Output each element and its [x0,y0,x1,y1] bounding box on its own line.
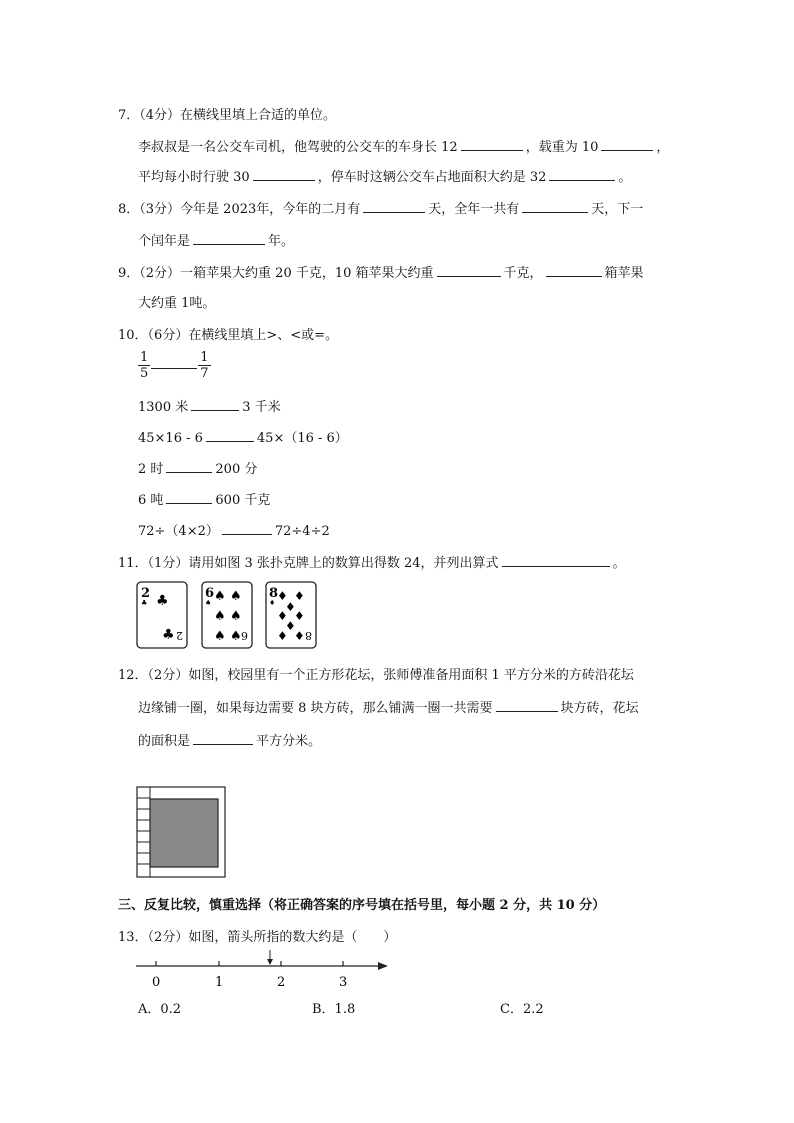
q7-text-1c: ， [656,140,670,155]
q8-blank-3[interactable] [193,232,265,245]
number-line [134,948,396,990]
q11-blank[interactable] [502,554,610,567]
diamond-pip-icon: ♦ [294,629,305,643]
diamond-pip-icon: ♦ [294,609,305,623]
q10-row3-right: 45×（16 - 6） [256,431,348,446]
q10-row2-left: 1300 米 [138,400,189,415]
q9-blank-2[interactable] [546,264,602,277]
q10-blank-2[interactable] [191,398,239,411]
q8-line1 [118,198,643,217]
svg-text:6: 6 [241,629,248,642]
svg-text:♣: ♣ [141,599,148,607]
diamond-pip-icon: ♦ [294,589,305,603]
spade-pip-icon: ♠ [214,589,226,604]
q8-blank-2[interactable] [522,200,588,213]
diamond-pip-icon: ♦ [277,589,288,603]
card-six-of-spades [202,582,252,648]
q13-option-b[interactable]: B．1.8 [312,1002,356,1017]
q13-option-a[interactable]: A．0.2 [138,1002,182,1017]
q10-row4-left: 2 时 [138,462,164,477]
q10-row2-right: 3 千米 [242,400,281,415]
q7-line2 [138,166,631,185]
q13-heading: 13．（2分）如图，箭头所指的数大约是（ ） [118,930,397,945]
q9-line2: 大约重 1吨。 [138,296,216,311]
playing-cards-figure [134,580,320,650]
q7-text-2c: 。 [618,170,632,185]
q8-text-2b: 年。 [268,234,295,249]
q13-option-c[interactable]: C．2.2 [500,1002,544,1017]
q7-text-2b: ，停车时这辆公交车占地面积大约是 32 [317,170,547,185]
q8-line2 [138,230,294,249]
q9-text-1b: 千克， [503,266,543,281]
q10-blank-3[interactable] [206,429,254,442]
q9-text-1a: 9．（2分）一箱苹果大约重 20 千克，10 箱苹果大约重 [118,266,434,281]
q12-text-3a: 的面积是 [138,734,191,749]
diamond-pip-icon: ♦ [285,619,296,633]
q9-line1 [118,262,644,281]
card-rank-top: 2 [141,586,151,601]
svg-text:2: 2 [176,629,183,642]
flower-bed-square [150,799,218,867]
spade-pip-icon: ♠ [230,589,242,604]
q11-line1 [118,552,626,571]
q10-blank-1[interactable] [151,356,197,369]
q11-text: 11．（1分）请用如图 3 张扑克牌上的数算出得数 24，并列出算式 [118,556,499,571]
tick-label-2: 2 [277,975,286,990]
q10-row5-right: 600 千克 [215,493,271,508]
q7-line1 [138,136,669,155]
spade-pip-icon: ♠ [230,629,242,644]
club-pip-icon: ♣ [162,627,175,643]
pointer-arrow-icon [267,959,273,965]
q7-text-2a: 平均每小时行驶 30 [138,170,250,185]
svg-text:♠: ♠ [205,599,212,607]
q8-text-1c: 天，下一 [591,202,644,217]
q10-row5 [138,489,270,508]
diamond-pip-icon: ♦ [277,629,288,643]
q7-blank-1[interactable] [461,138,523,151]
q9-blank-1[interactable] [437,264,501,277]
q7-text-1a: 李叔叔是一名公交车司机，他驾驶的公交车的车身长 12 [138,140,458,155]
card-two-of-clubs [137,582,187,648]
q8-text-2a: 个闰年是 [138,234,191,249]
q10-row6-right: 72÷4÷2 [274,524,330,539]
q10-row2 [138,396,281,415]
section-3-title: 三、反复比较，慎重选择（将正确答案的序号填在括号里，每小题 2 分，共 10 分） [118,898,606,913]
q10-row3-left: 45×16 - 6 [138,431,203,446]
q7-text-1b: ，载重为 10 [525,140,599,155]
q7-blank-4[interactable] [549,168,615,181]
q10-blank-6[interactable] [222,522,272,535]
q10-row6-left: 72÷（4×2） [138,524,219,539]
svg-text:6: 6 [205,586,215,601]
q8-blank-1[interactable] [363,200,425,213]
q12-blank-2[interactable] [193,732,253,745]
q12-line2 [138,697,639,716]
q8-text-1b: 天，全年一共有 [428,202,520,217]
q7-blank-2[interactable] [601,138,653,151]
svg-text:8: 8 [269,586,279,601]
q10-blank-4[interactable] [166,460,212,473]
q10-row6 [138,520,330,539]
q10-blank-5[interactable] [166,491,212,504]
q9-text-1c: 箱苹果 [604,266,644,281]
q12-text-2b: 块方砖，花坛 [560,701,639,716]
q12-line1: 12．（2分）如图，校园里有一个正方形花坛，张师傅准备用面积 1 平方分米的方砖沿花坛 [118,668,634,683]
fraction-one-seventh: $\frac{1}{7}$ [200,350,209,381]
q10-row5-left: 6 吨 [138,493,164,508]
q12-text-2a: 边缘铺一圈，如果每边需要 8 块方砖，那么铺满一圈一共需要 [138,701,493,716]
q7-blank-3[interactable] [253,168,315,181]
spade-pip-icon: ♠ [214,629,226,644]
q10-row4 [138,458,257,477]
q12-blank-1[interactable] [496,699,558,712]
diamond-pip-icon: ♦ [285,600,296,614]
card-eight-of-diamonds [266,582,316,648]
fraction-one-fifth: $\frac{1}{5}$ [140,350,149,381]
q10-heading: 10．（6分）在横线里填上>、<或=。 [118,328,338,343]
club-pip-icon: ♣ [156,593,169,609]
q8-text-1a: 8．（3分）今年是 2023年，今年的二月有 [118,202,361,217]
spade-pip-icon: ♠ [214,609,226,624]
svg-text:♦: ♦ [269,599,276,607]
svg-text:8: 8 [305,629,312,642]
tick-label-3: 3 [339,975,348,990]
q12-text-3b: 平方分米。 [256,734,322,749]
q7-heading: 7．（4分）在横线里填上合适的单位。 [118,108,337,123]
q11-text-end: 。 [612,556,626,571]
diamond-pip-icon: ♦ [277,609,288,623]
tick-label-1: 1 [215,975,224,990]
q12-line3 [138,730,321,749]
arrow-right-icon [378,962,388,970]
q10-row4-right: 200 分 [215,462,258,477]
tick-label-0: 0 [152,975,161,990]
flower-bed-figure [136,786,228,880]
q10-row3 [138,427,348,446]
q10-row1 [138,350,211,381]
spade-pip-icon: ♠ [230,609,242,624]
